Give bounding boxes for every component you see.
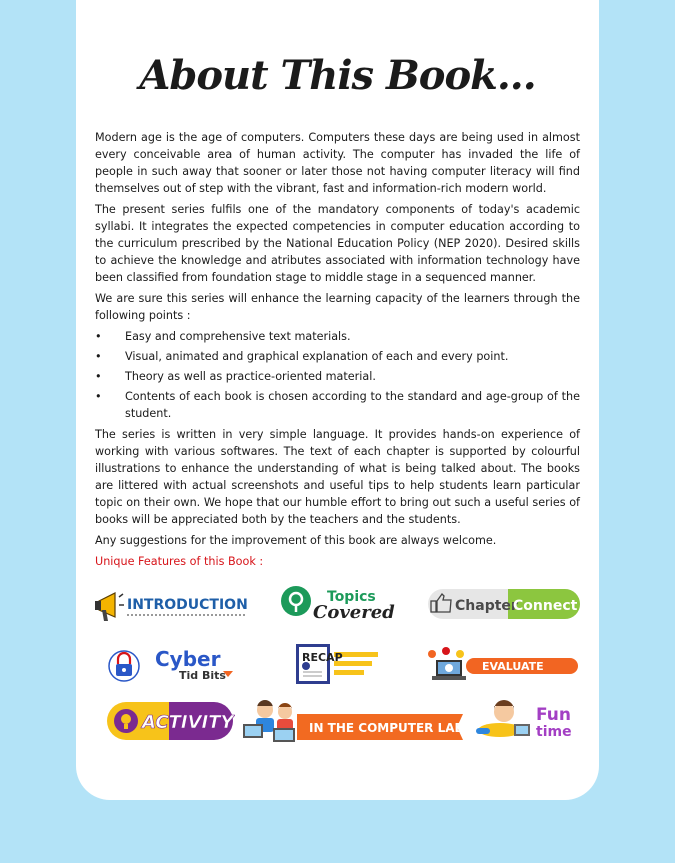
activity-badge: [105, 700, 235, 747]
lightbulb-icon: [114, 709, 138, 733]
list-item: • Contents of each book is chosen according to the standard and age-group of the student.: [95, 390, 580, 420]
paragraph: The present series fulfils one of the mandatory components of today's academic syllabi. It integrates the expected competencies in computer education according to the curriculum prescribed by the National Education Policy (NEP 2020). Desired skills to achieve the knowledge and atributes associated with information technology have been classified from foundation stage to middle stage in a sequenced manner.: [95, 203, 580, 284]
recap-badge: [294, 642, 384, 691]
chapter-label: Chapter: [455, 598, 518, 614]
notepad-icon: [296, 644, 330, 684]
computer-lab-label: IN THE COMPUTER LAB: [309, 721, 464, 735]
chapter-connect-badge: [428, 587, 580, 626]
paragraph: The series is written in very simple language. It provides hands-on experience of working with various softwares. The text of each chapter is supported by colourful illustrations to enhance the understanding of what is being talked about. The books are littered with actual screenshots and useful tips to help students learn particular topic on their own. We hope that our humble effort to bring out such a useful series of books will be appreciated both by the teachers and the students.: [95, 428, 580, 526]
boy-laptop-icon: [476, 700, 530, 737]
computer-lab-badge: [241, 700, 465, 749]
bullet: •: [95, 390, 102, 403]
cyber-tid-bits-badge: [107, 644, 237, 689]
bullet: •: [95, 350, 102, 363]
recap-label: RECAP: [302, 651, 343, 664]
fun-label: Fun: [536, 705, 571, 725]
topics-covered-badge: [279, 584, 399, 629]
lock-icon: [109, 651, 139, 681]
list-item: • Easy and comprehensive text materials.: [95, 330, 351, 343]
intro-text: [95, 129, 580, 574]
evaluate-label: EVALUATE: [482, 660, 544, 673]
bullet: •: [95, 330, 102, 343]
topics-label: Topics: [327, 589, 376, 605]
laptop-icon: [428, 647, 466, 680]
bullet: •: [95, 370, 102, 383]
list-item: • Visual, animated and graphical explanation of each and every point.: [95, 350, 509, 363]
evaluate-badge: [426, 646, 582, 689]
page-title: About This Book...: [139, 52, 536, 99]
features-heading: Unique Features of this Book :: [95, 555, 264, 568]
points-list: [95, 328, 580, 422]
paragraph: We are sure this series will enhance the learning capacity of the learners through the following points :: [95, 292, 580, 322]
fun-time-badge: [472, 698, 582, 749]
introduction-badge: [93, 585, 253, 632]
magnifier-icon: [281, 586, 311, 616]
introduction-label: INTRODUCTION: [127, 597, 248, 613]
time-label: time: [536, 724, 572, 740]
paragraph: Modern age is the age of computers. Computers these days are being used in almost every conceivable area of human activity. The computer has invaded the life of people in such away that sooner or later those not having computer literacy will find themselves out of step with the vibrant, fast and information-rich modern world.: [95, 131, 580, 195]
list-item: • Theory as well as practice-oriented material.: [95, 370, 376, 383]
covered-label: Covered: [313, 602, 395, 623]
cyber-label: Cyber: [155, 647, 221, 671]
tid-bits-label: Tid Bits: [179, 669, 226, 682]
kids-computer-icon: [243, 700, 295, 742]
paragraph: Any suggestions for the improvement of this book are always welcome.: [95, 534, 497, 547]
connect-label: Connect: [513, 598, 578, 614]
megaphone-icon: [95, 593, 124, 621]
activity-label: ACTIVITY: [142, 712, 234, 733]
